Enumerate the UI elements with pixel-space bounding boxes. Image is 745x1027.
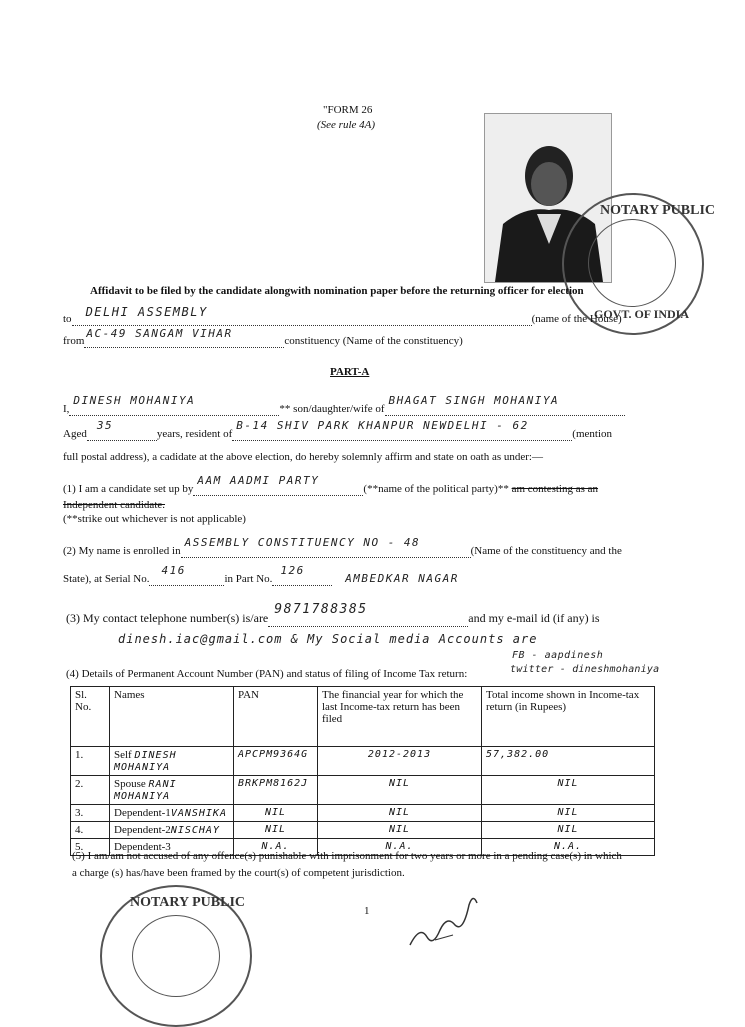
para1-struck-line: Independent candidate. [63,499,166,511]
header-names: Names [110,687,234,747]
notary-stamp-bottom: NOTARY PUBLIC [100,885,252,1027]
intro-line-1: I, DINESH MOHANIYA ** son/daughter/wife of BHAGAT SINGH MOHANIYA [63,403,625,416]
candidate-name: DINESH MOHANIYA [73,394,196,407]
form-title: "FORM 26 [323,104,373,116]
candidate-age: 35 [96,419,114,432]
table-row: 1. Self DINESH MOHANIYA APCPM9364G 2012-2013 57,382.00 [71,747,655,776]
para3-line1: (3) My contact telephone number(s) is/are 9871788385 and my e-mail id (if any) is [66,602,600,625]
phone-number: 9871788385 [274,602,368,617]
table-header-row [71,687,655,747]
from-line: from AC-49 SANGAM VIHAR constituency (Name of the constituency) [63,327,463,347]
para2-line1: (2) My name is enrolled in ASSEMBLY CONSTITUENCY NO - 48 (Name of the constituency and the [63,536,622,557]
enrolled-constituency: ASSEMBLY CONSTITUENCY NO - 48 [184,536,421,549]
para1-note: (**strike out whichever is not applicable) [63,513,246,525]
table-row: 4. Dependent-2NISCHAY NIL NIL NIL [71,822,655,839]
area-name: AMBEDKAR NAGAR [345,572,459,585]
part-a-heading: PART-A [330,366,370,378]
to-line: to DELHI ASSEMBLY (name of the House) [63,305,622,325]
form-rule: (See rule 4A) [317,119,376,131]
part-number: 126 [280,564,305,577]
para2-line2: State), at Serial No. 416 in Part No. 126 AMBEDKAR NAGAR [63,564,459,585]
header-sl: Sl. No. [71,687,110,747]
pan-table [70,686,655,856]
email-address: dinesh.iac@gmail.com & My Social media Accounts are [118,632,538,646]
signature-icon [405,885,485,955]
page-number: 1 [364,905,370,917]
intro-line-2: Aged 35 years, resident of B-14 SHIV PARK KHANPUR NEWDELHI - 62 (mention [63,419,612,440]
table-row: 5. Dependent-3 N.A. N.A. N.A. [71,839,655,856]
constituency-name: AC-49 SANGAM VIHAR [86,327,233,340]
fb-handle: FB - aapdinesh [512,650,604,661]
para4-heading: (4) Details of Permanent Account Number (PAN) and status of filing of Income Tax return: [66,668,468,680]
affidavit-heading: Affidavit to be filed by the candidate alongwith nomination paper before the returning officer for election [90,285,584,297]
candidate-address: B-14 SHIV PARK KHANPUR NEWDELHI - 62 [236,419,529,432]
header-pan: PAN [234,687,318,747]
table-row: 2. Spouse RANI MOHANIYA BRKPM8162J NIL NIL [71,776,655,805]
father-name: BHAGAT SINGH MOHANIYA [388,394,560,407]
header-total-income: Total income shown in Income-tax return (in Rupees) [482,687,655,747]
table-row: 3. Dependent-1VANSHIKA NIL NIL NIL [71,805,655,822]
para1-line1: (1) I am a candidate set up by AAM AADMI PARTY (**name of the political party)** am contesting as an [63,474,599,495]
serial-number: 416 [161,564,186,577]
intro-line-3: full postal address), a cadidate at the above election, do hereby solemnly affirm and state on oath as under:— [63,451,543,463]
para5-line1: (5) I am/am not accused of any offence(s) punishable with imprisonment for two years or more in a pending case(s) in which [72,850,622,862]
house-name: DELHI ASSEMBLY [85,305,208,319]
para5-line2: a charge (s) has/have been framed by the court(s) of competent jurisdiction. [72,867,405,879]
party-name: AAM AADMI PARTY [197,474,320,487]
header-financial-year: The financial year for which the last Income-tax return has been filed [318,687,482,747]
notary-stamp-top: NOTARY PUBLIC GOVT. OF INDIA [562,193,704,335]
twitter-handle: twitter - dineshmohaniya [510,664,660,675]
